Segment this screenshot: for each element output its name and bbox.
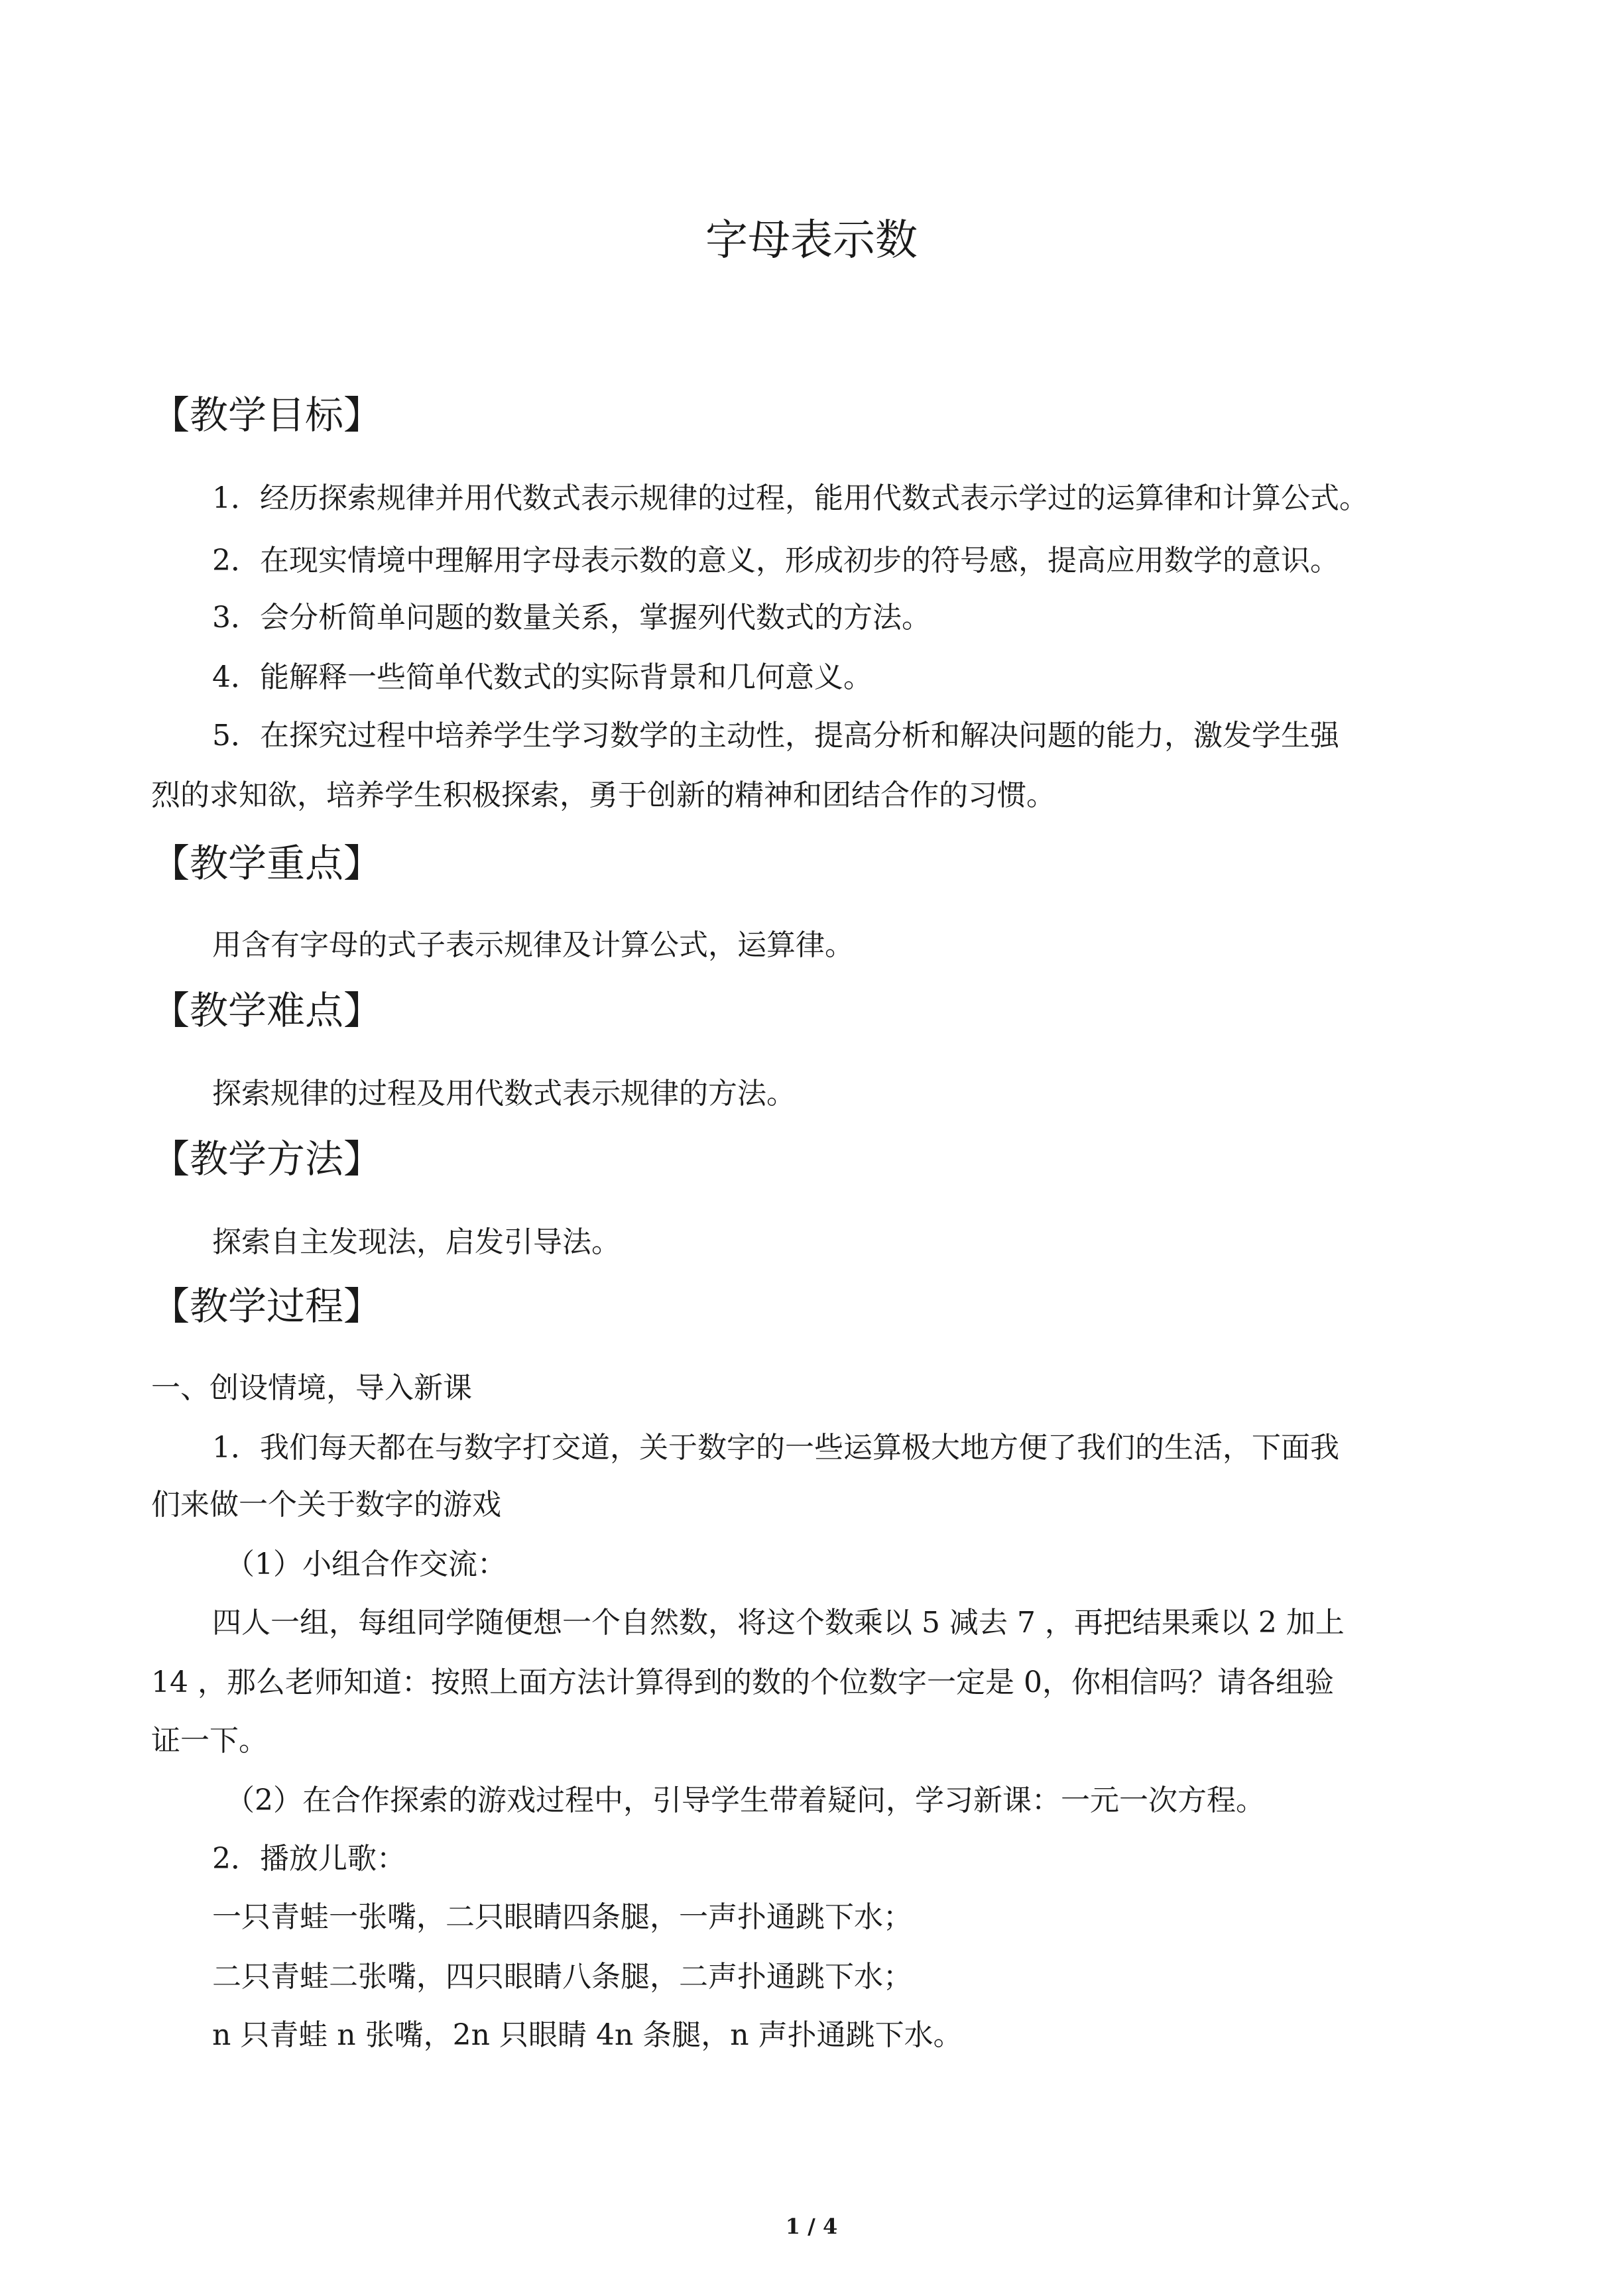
objective-item-5: 5．在探究过程中培养学生学习数学的主动性，提高分析和解决问题的能力，激发学生强	[212, 719, 1339, 753]
process-line: 二只青蛙二张嘴，四只眼睛八条腿，二声扑通跳下水；	[212, 1960, 912, 1994]
process-line: n 只青蛙 n 张嘴，2n 只眼睛 4n 条腿，n 声扑通跳下水。	[212, 2018, 963, 2052]
page-title: 字母表示数	[705, 216, 918, 265]
process-line: 2．播放儿歌：	[212, 1842, 406, 1876]
heading-objectives: 【教学目标】	[151, 393, 383, 438]
process-line: 1．我们每天都在与数字打交道，关于数字的一些运算极大地方便了我们的生活，下面我	[212, 1431, 1339, 1465]
difficulties-text: 探索规律的过程及用代数式表示规律的方法。	[212, 1077, 796, 1111]
process-line: 四人一组，每组同学随便想一个自然数，将这个数乘以 5 减去 7 ，再把结果乘以 2 加上	[212, 1606, 1345, 1640]
page-number: 1 / 4	[785, 2214, 838, 2239]
heading-key-points: 【教学重点】	[151, 841, 383, 886]
methods-text: 探索自主发现法，启发引导法。	[212, 1225, 621, 1259]
objective-item-1: 1．经历探索规律并用代数式表示规律的过程，能用代数式表示学过的运算律和计算公式。	[212, 481, 1368, 515]
objective-item-5-continued: 烈的求知欲，培养学生积极探索，勇于创新的精神和团结合作的习惯。	[151, 778, 1055, 812]
process-line: 14 ，那么老师知道：按照上面方法计算得到的数的个位数字一定是 0，你相信吗？请各组验	[151, 1665, 1334, 1699]
process-line: （1）小组合作交流：	[225, 1547, 507, 1581]
heading-methods: 【教学方法】	[151, 1136, 383, 1181]
objective-item-3: 3．会分析简单问题的数量关系，掌握列代数式的方法。	[212, 601, 931, 634]
process-line: 证一下。	[151, 1724, 268, 1758]
process-line: （2）在合作探索的游戏过程中，引导学生带着疑问，学习新课：一元一次方程。	[225, 1783, 1265, 1817]
heading-process: 【教学过程】	[151, 1284, 383, 1329]
process-line: 们来做一个关于数字的游戏	[151, 1488, 501, 1522]
key-points-text: 用含有字母的式子表示规律及计算公式，运算律。	[212, 928, 854, 962]
process-line: 一只青蛙一张嘴，二只眼睛四条腿，一声扑通跳下水；	[212, 1900, 912, 1934]
objective-item-4: 4．能解释一些简单代数式的实际背景和几何意义。	[212, 660, 872, 694]
heading-difficulties: 【教学难点】	[151, 988, 383, 1033]
section-heading-1: 一、创设情境，导入新课	[151, 1371, 472, 1405]
objective-item-2: 2．在现实情境中理解用字母表示数的意义，形成初步的符号感，提高应用数学的意识。	[212, 544, 1339, 577]
